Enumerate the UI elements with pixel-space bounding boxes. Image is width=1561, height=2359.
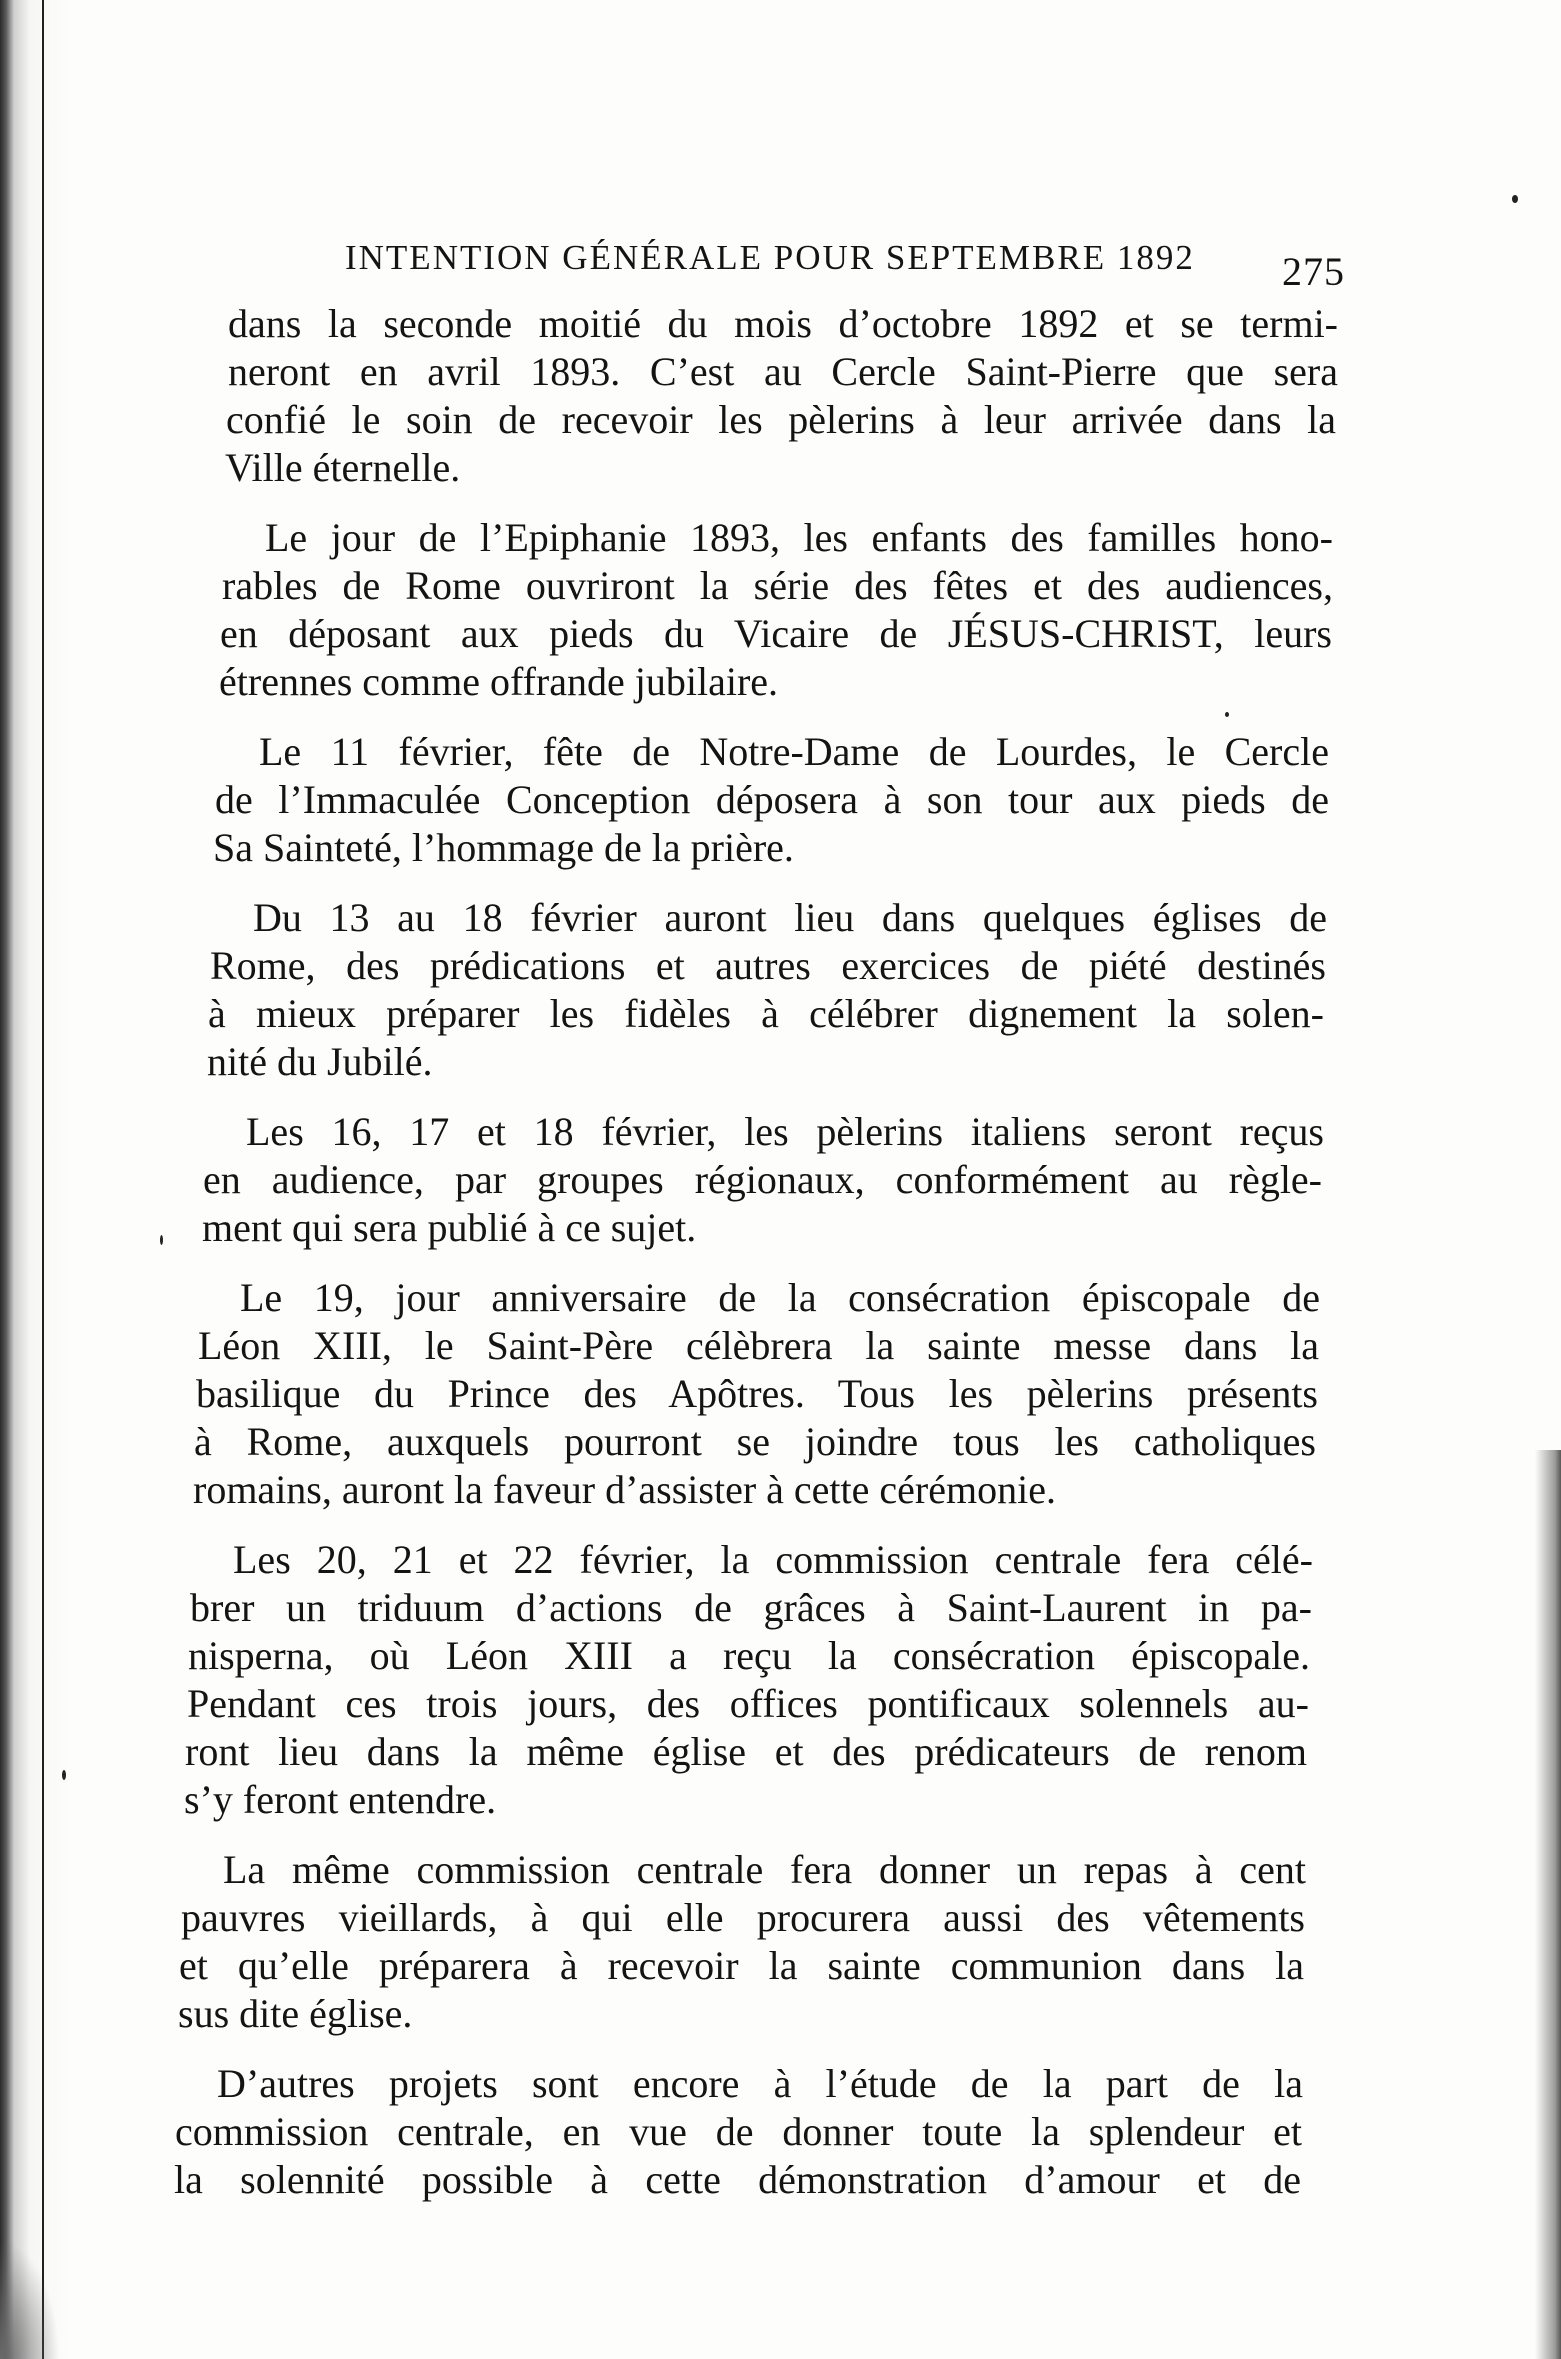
text-line: Du 13 au 18 février auront lieu dans quelques églises de xyxy=(253,895,1327,940)
text-line: à Rome, auxquels pourront se joindre tous les catholiques xyxy=(194,1419,1316,1464)
ink-speck xyxy=(1512,195,1518,203)
text-line: Rome, des prédications et autres exercices de piété destinés xyxy=(210,943,1326,988)
text-line: s’y feront entendre. xyxy=(184,1777,497,1822)
text-line: La même commission centrale fera donner un repas à cent xyxy=(223,1847,1306,1892)
text-line: dans la seconde moitié du mois d’octobre 1892 et se termi- xyxy=(228,301,1338,346)
page-edge-shadow xyxy=(1535,1450,1561,2359)
text-line: ment qui sera publié à ce sujet. xyxy=(202,1205,697,1250)
text-line: Sa Sainteté, l’hommage de la prière. xyxy=(213,825,794,870)
text-line: nisperna, où Léon XIII a reçu la consécration épiscopale. xyxy=(188,1633,1310,1678)
text-line: neront en avril 1893. C’est au Cercle Saint-Pierre que sera xyxy=(228,349,1338,394)
text-line: nité du Jubilé. xyxy=(207,1039,433,1084)
text-line: Les 16, 17 et 18 février, les pèlerins italiens seront reçus xyxy=(246,1109,1324,1154)
text-line: Le jour de l’Epiphanie 1893, les enfants des familles hono- xyxy=(265,515,1333,560)
text-line: sus dite église. xyxy=(178,1991,413,2036)
text-line: D’autres projets sont encore à l’étude de la part de la xyxy=(217,2061,1303,2106)
text-line: en audience, par groupes régionaux, conformément au règle- xyxy=(203,1157,1322,1202)
text-line: en déposant aux pieds du Vicaire de JÉSUS-CHRIST, leurs xyxy=(220,611,1332,656)
text-line: la solennité possible à cette démonstration d’amour et de xyxy=(174,2157,1301,2202)
text-line: étrennes comme offrande jubilaire. xyxy=(219,659,779,704)
text-line: Ville éternelle. xyxy=(225,445,461,490)
text-line: Pendant ces trois jours, des offices pontificaux solennels au- xyxy=(187,1681,1309,1726)
text-line: Le 19, jour anniversaire de la consécration épiscopale de xyxy=(240,1275,1320,1320)
text-line: ront lieu dans la même église et des prédicateurs de renom xyxy=(185,1729,1307,1774)
text-line: brer un triduum d’actions de grâces à Saint-Laurent in pa- xyxy=(190,1585,1312,1630)
running-title: INTENTION GÉNÉRALE POUR SEPTEMBRE 1892 xyxy=(345,238,1195,277)
text-line: commission centrale, en vue de donner toute la splendeur et xyxy=(175,2109,1302,2154)
text-line: romains, auront la faveur d’assister à cette cérémonie. xyxy=(193,1467,1056,1512)
text-line: à mieux préparer les fidèles à célébrer dignement la solen- xyxy=(208,991,1324,1036)
text-line: rables de Rome ouvriront la série des fêtes et des audiences, xyxy=(222,563,1333,608)
text-line: basilique du Prince des Apôtres. Tous les pèlerins présents xyxy=(196,1371,1318,1416)
scan-smudge xyxy=(0,2239,60,2359)
text-line: Le 11 février, fête de Notre-Dame de Lourdes, le Cercle xyxy=(259,729,1329,774)
text-line: et qu’elle préparera à recevoir la sainte communion dans la xyxy=(179,1943,1304,1988)
page-number: 275 xyxy=(1282,249,1345,294)
ink-speck xyxy=(1225,712,1229,717)
text-line: pauvres vieillards, à qui elle procurera aussi des vêtements xyxy=(181,1895,1305,1940)
ink-speck xyxy=(160,1235,163,1245)
text-line: de l’Immaculée Conception déposera à son tour aux pieds de xyxy=(215,777,1329,822)
running-head xyxy=(345,228,1345,294)
text-line: Les 20, 21 et 22 février, la commission centrale fera célé- xyxy=(233,1537,1313,1582)
text-line: Léon XIII, le Saint-Père célèbrera la sainte messe dans la xyxy=(198,1323,1319,1368)
text-line: confié le soin de recevoir les pèlerins à leur arrivée dans la xyxy=(226,397,1336,442)
binding-edge-line xyxy=(42,0,44,2359)
ink-speck xyxy=(62,1770,66,1780)
binding-shadow xyxy=(0,0,70,2359)
